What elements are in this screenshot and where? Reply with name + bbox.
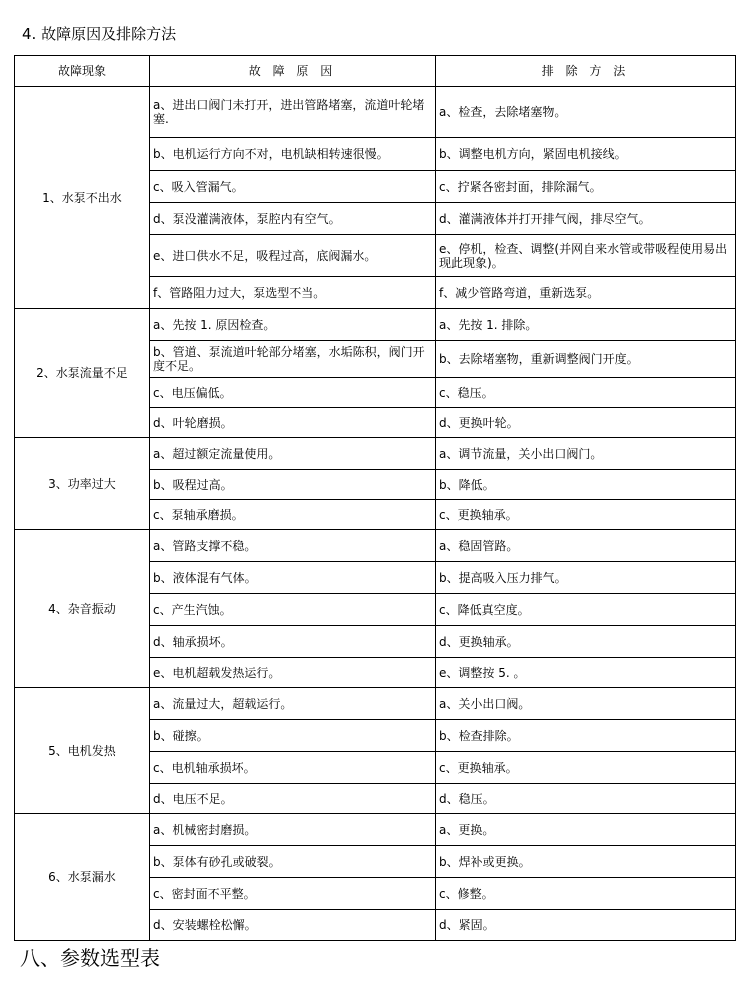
cause-cell: d、安装螺栓松懈。 [150,910,436,941]
cause-cell: c、泵轴承磨损。 [150,500,436,530]
table-row [15,438,736,470]
remedy-cell: e、停机，检查、调整(并网自来水管或带吸程使用易出现此现象)。 [436,235,736,277]
remedy-cell: d、稳压。 [436,784,736,814]
cause-cell: b、管道、泵流道叶轮部分堵塞，水垢陈积，阀门开度不足。 [150,341,436,378]
header-remedy: 排 除 方 法 [436,56,736,87]
cause-cell: d、轴承损坏。 [150,626,436,658]
remedy-cell: c、拧紧各密封面，排除漏气。 [436,171,736,203]
cause-cell: e、进口供水不足，吸程过高，底阀漏水。 [150,235,436,277]
remedy-cell: a、更换。 [436,814,736,846]
cause-cell: d、叶轮磨损。 [150,408,436,438]
remedy-cell: d、灌满液体并打开排气阀，排尽空气。 [436,203,736,235]
cause-cell: a、机械密封磨损。 [150,814,436,846]
cause-cell: b、碰擦。 [150,720,436,752]
cause-cell: a、进出口阀门未打开，进出管路堵塞，流道叶轮堵塞. [150,87,436,138]
cause-cell: c、吸入管漏气。 [150,171,436,203]
remedy-cell: a、先按 1. 排除。 [436,309,736,341]
cause-cell: a、先按 1. 原因检查。 [150,309,436,341]
cause-cell: c、电压偏低。 [150,378,436,408]
remedy-cell: b、提高吸入压力排气。 [436,562,736,594]
remedy-cell: c、修整。 [436,878,736,910]
header-cause: 故 障 原 因 [150,56,436,87]
symptom-cell: 3、功率过大 [15,438,150,530]
symptom-cell: 2、水泵流量不足 [15,309,150,438]
remedy-cell: a、稳固管路。 [436,530,736,562]
symptom-cell: 4、杂音振动 [15,530,150,688]
cause-cell: e、电机超载发热运行。 [150,658,436,688]
remedy-cell: a、调节流量，关小出口阀门。 [436,438,736,470]
cause-cell: c、密封面不平整。 [150,878,436,910]
remedy-cell: c、更换轴承。 [436,500,736,530]
table-header-row [15,56,736,87]
remedy-cell: b、去除堵塞物，重新调整阀门开度。 [436,341,736,378]
section-title: 4. 故障原因及排除方法 [22,25,177,43]
remedy-cell: d、紧固。 [436,910,736,941]
cause-cell: d、电压不足。 [150,784,436,814]
fault-table-body [15,87,736,941]
cause-cell: a、超过额定流量使用。 [150,438,436,470]
cause-cell: b、吸程过高。 [150,470,436,500]
remedy-cell: b、调整电机方向，紧固电机接线。 [436,138,736,171]
remedy-cell: c、更换轴承。 [436,752,736,784]
cause-cell: b、泵体有砂孔或破裂。 [150,846,436,878]
cause-cell: f、管路阻力过大，泵选型不当。 [150,277,436,309]
remedy-cell: f、减少管路弯道，重新选泵。 [436,277,736,309]
table-row [15,688,736,720]
cause-cell: a、流量过大，超载运行。 [150,688,436,720]
table-row [15,309,736,341]
symptom-cell: 6、水泵漏水 [15,814,150,941]
cause-cell: b、液体混有气体。 [150,562,436,594]
table-row [15,87,736,138]
table-row [15,814,736,846]
remedy-cell: e、调整按 5. 。 [436,658,736,688]
cause-cell: d、泵没灌满液体，泵腔内有空气。 [150,203,436,235]
remedy-cell: d、更换叶轮。 [436,408,736,438]
cause-cell: b、电机运行方向不对，电机缺相转速很慢。 [150,138,436,171]
remedy-cell: a、检查，去除堵塞物。 [436,87,736,138]
symptom-cell: 1、水泵不出水 [15,87,150,309]
remedy-cell: b、检查排除。 [436,720,736,752]
header-symptom: 故障现象 [15,56,150,87]
remedy-cell: b、焊补或更换。 [436,846,736,878]
remedy-cell: d、更换轴承。 [436,626,736,658]
remedy-cell: b、降低。 [436,470,736,500]
symptom-cell: 5、电机发热 [15,688,150,814]
remedy-cell: c、稳压。 [436,378,736,408]
table-row [15,530,736,562]
remedy-cell: c、降低真空度。 [436,594,736,626]
cause-cell: c、电机轴承损坏。 [150,752,436,784]
cause-cell: c、产生汽蚀。 [150,594,436,626]
next-section-title: 八、参数选型表 [20,946,160,970]
fault-table [14,55,736,941]
remedy-cell: a、关小出口阀。 [436,688,736,720]
cause-cell: a、管路支撑不稳。 [150,530,436,562]
